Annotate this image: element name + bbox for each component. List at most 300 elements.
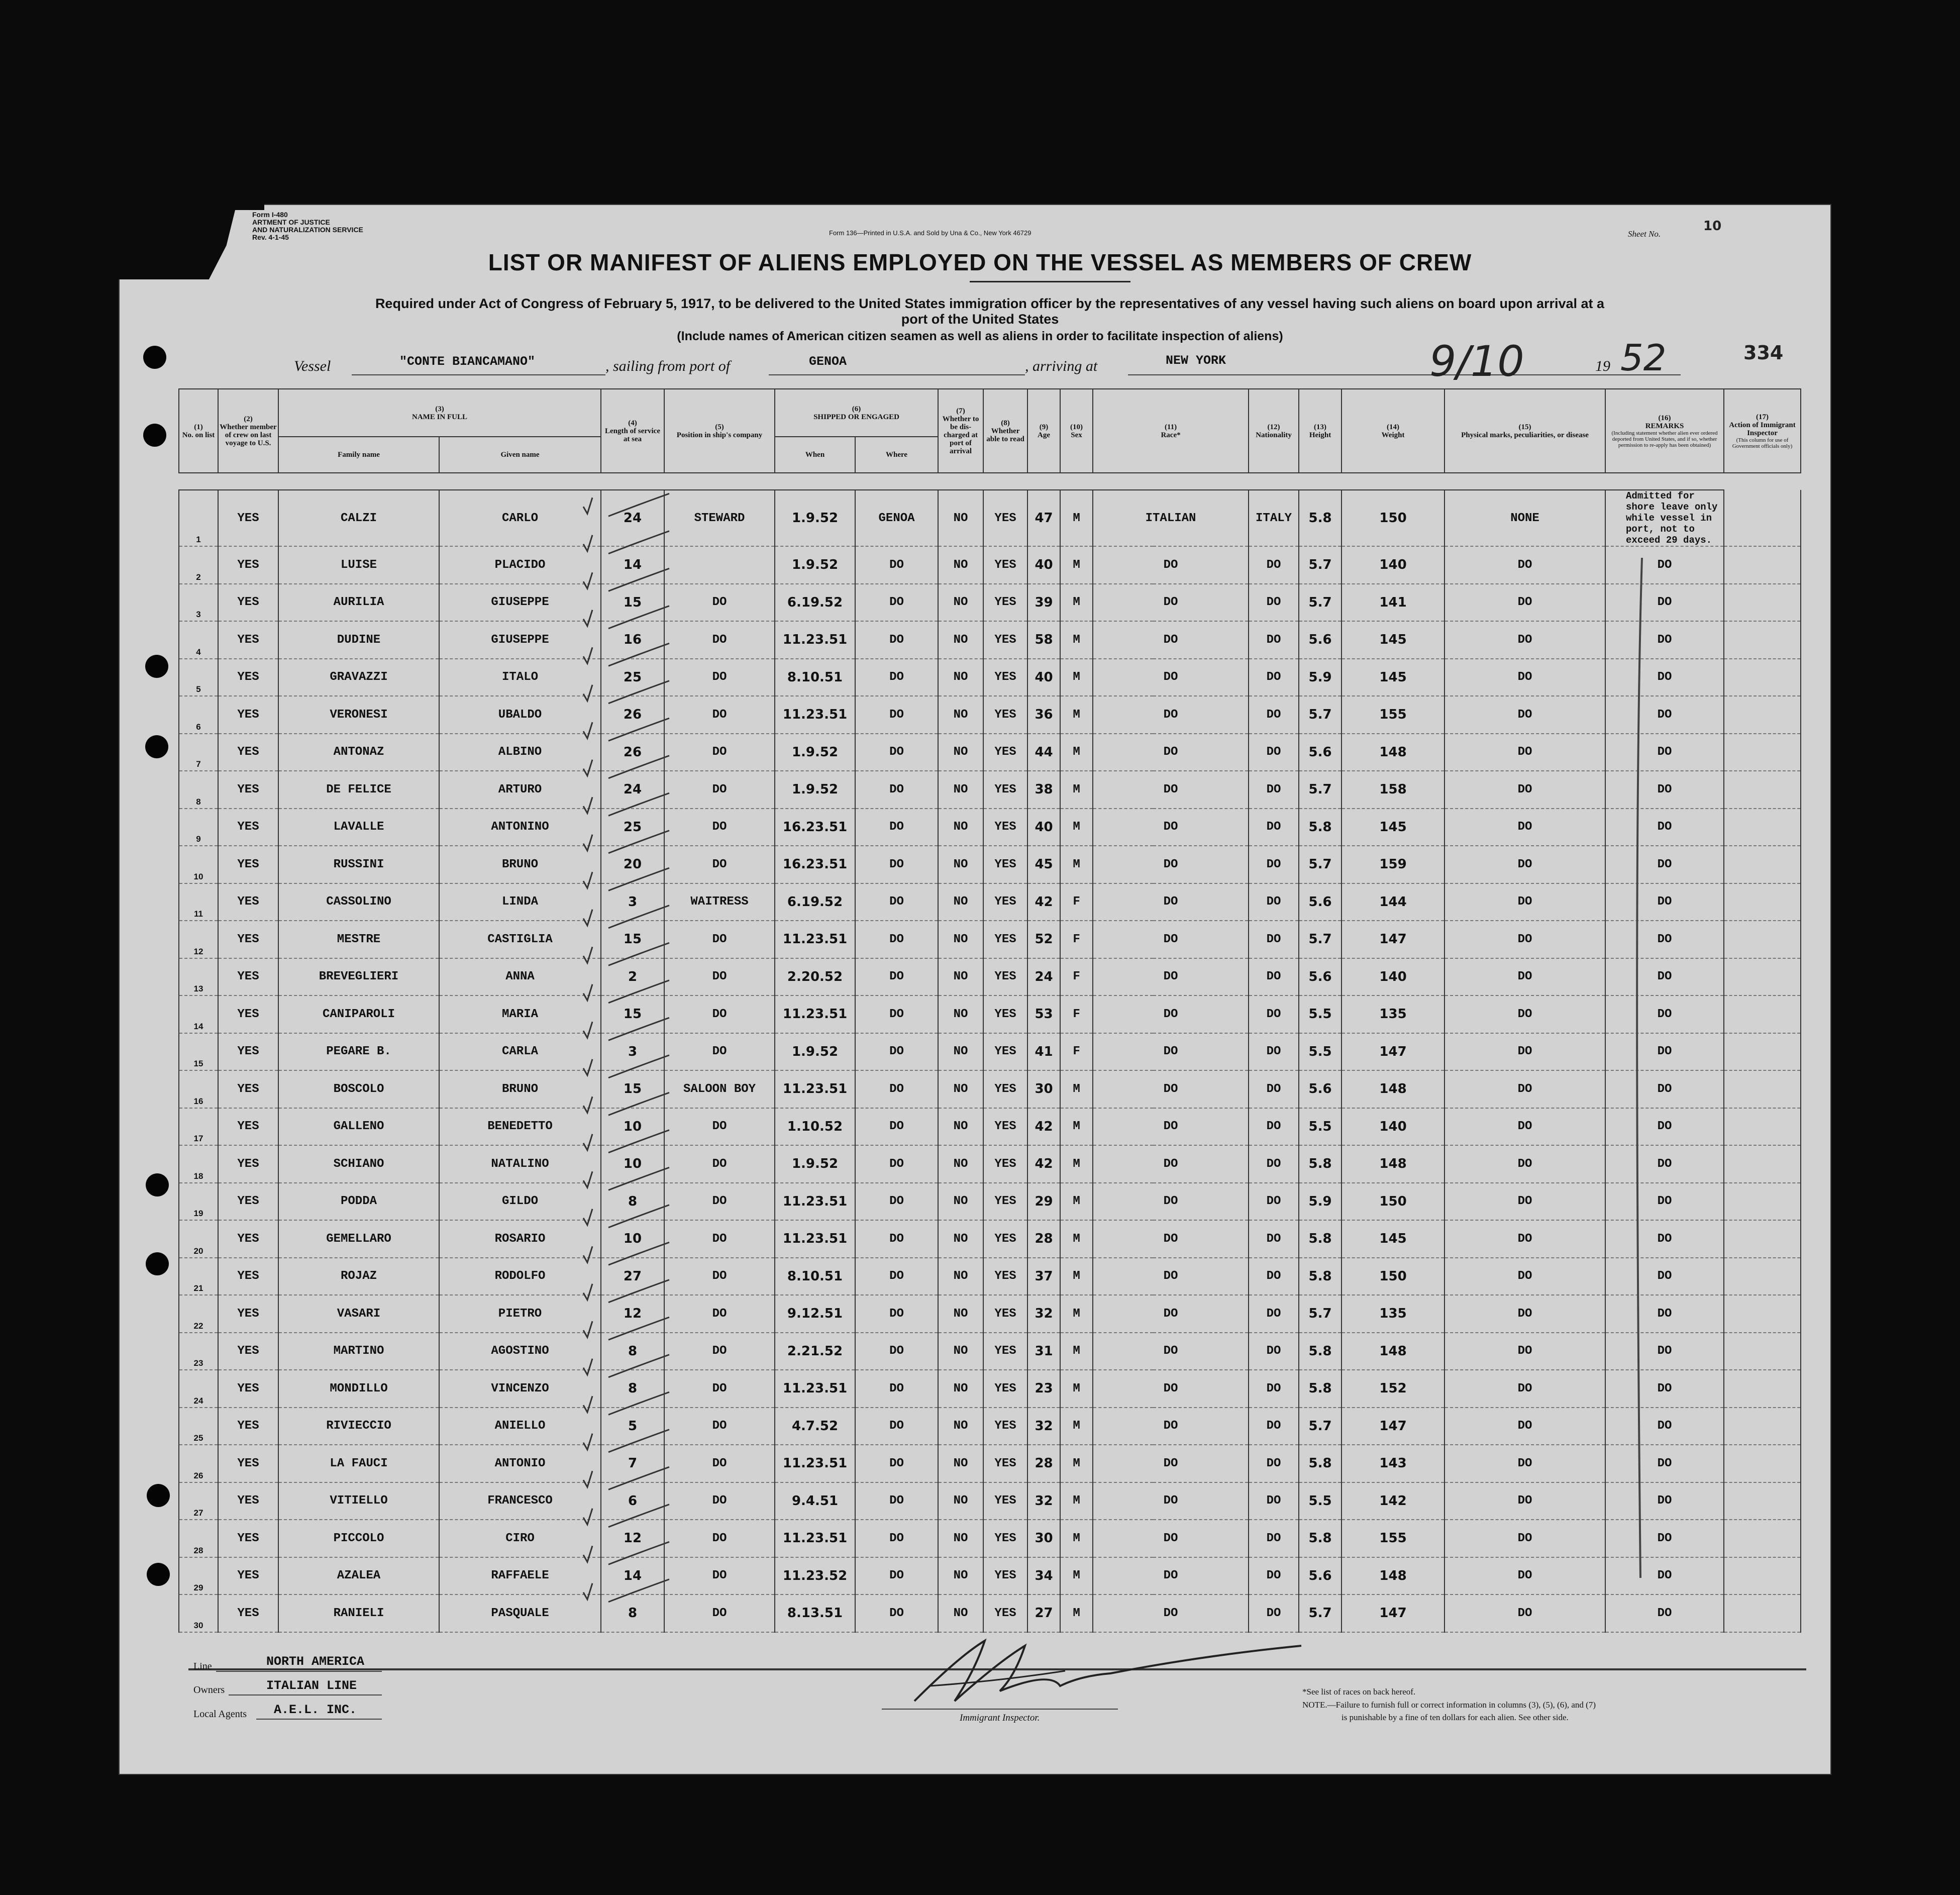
weight-cell: 143	[1342, 1445, 1445, 1482]
sex-cell: M	[1060, 546, 1093, 584]
remarks-cell: DO	[1605, 1108, 1724, 1146]
weight-cell: 145	[1342, 809, 1445, 846]
race-cell: DO	[1093, 1145, 1249, 1183]
row-number-cell: 22	[179, 1295, 218, 1333]
nationality-cell: DO	[1249, 1520, 1299, 1557]
crew-last-voyage-cell: YES	[218, 1220, 278, 1258]
check-mark	[583, 984, 592, 1001]
check-mark	[583, 1396, 592, 1412]
family-name-cell: BREVEGLIERI	[278, 958, 439, 996]
sheet-label: Sheet No.	[1628, 229, 1661, 239]
shipped-when-cell: 11.23.51	[775, 696, 855, 734]
remarks-cell: DO	[1605, 1594, 1724, 1632]
tally-stroke	[608, 1505, 669, 1527]
shipped-where-cell: DO	[855, 995, 938, 1033]
position-cell: SALOON BOY	[664, 1070, 775, 1108]
race-cell: DO	[1093, 809, 1249, 846]
given-name-cell: ROSARIO	[439, 1220, 601, 1258]
check-mark	[583, 1509, 592, 1525]
shipped-when-cell: 1.9.52	[775, 1033, 855, 1071]
remarks-cell: DO	[1605, 1258, 1724, 1295]
printer-line: Form 136—Printed in U.S.A. and Sold by Una & Co., New York 46729	[829, 229, 1031, 237]
weight-cell: 158	[1342, 771, 1445, 809]
tally-stroke	[608, 568, 669, 591]
race-cell: DO	[1093, 1445, 1249, 1482]
able-to-read-cell: YES	[983, 883, 1027, 921]
weight-cell: 144	[1342, 883, 1445, 921]
crew-last-voyage-cell: YES	[218, 809, 278, 846]
shipped-when-cell: 9.12.51	[775, 1295, 855, 1333]
position-cell: DO	[664, 1033, 775, 1071]
sex-cell: M	[1060, 809, 1093, 846]
physical-marks-cell: DO	[1445, 771, 1605, 809]
service-length-cell: 15	[601, 995, 664, 1033]
position-cell: DO	[664, 809, 775, 846]
family-name-cell: MONDILLO	[278, 1370, 439, 1408]
row-number-cell: 13	[179, 958, 218, 996]
service-length-cell: 12	[601, 1520, 664, 1557]
physical-marks-cell: DO	[1445, 1070, 1605, 1108]
weight-cell: 148	[1342, 734, 1445, 771]
race-cell: DO	[1093, 1370, 1249, 1408]
physical-marks-cell: DO	[1445, 1445, 1605, 1482]
shipped-where-cell: DO	[855, 1557, 938, 1595]
physical-marks-cell: DO	[1445, 1220, 1605, 1258]
row-number-cell: 4	[179, 621, 218, 659]
age-cell: 32	[1027, 1295, 1060, 1333]
physical-marks-cell: DO	[1445, 958, 1605, 996]
physical-marks-cell: NONE	[1445, 490, 1605, 546]
able-to-read-cell: YES	[983, 659, 1027, 696]
nationality-cell: DO	[1249, 584, 1299, 622]
row-number-cell: 24	[179, 1370, 218, 1408]
weight-cell: 148	[1342, 1557, 1445, 1595]
remarks-cell: DO	[1605, 958, 1724, 996]
physical-marks-cell: DO	[1445, 1033, 1605, 1071]
tally-stroke	[608, 943, 669, 965]
height-cell: 5.6	[1299, 1557, 1342, 1595]
shipped-where-cell: DO	[855, 1408, 938, 1445]
tally-stroke	[608, 980, 669, 1003]
crew-last-voyage-cell: YES	[218, 1482, 278, 1520]
row-number-cell: 7	[179, 734, 218, 771]
nationality-cell: DO	[1249, 846, 1299, 883]
sex-cell: M	[1060, 1482, 1093, 1520]
check-mark	[583, 1022, 592, 1038]
given-name-cell: ANIELLO	[439, 1408, 601, 1445]
remarks-cell: DO	[1605, 1333, 1724, 1370]
weight-cell: 147	[1342, 1408, 1445, 1445]
shipped-when-cell: 11.23.51	[775, 1520, 855, 1557]
nationality-cell: DO	[1249, 1108, 1299, 1146]
height-cell: 5.6	[1299, 621, 1342, 659]
given-name-cell: GIUSEPPE	[439, 584, 601, 622]
height-cell: 5.5	[1299, 1482, 1342, 1520]
position-cell: DO	[664, 1145, 775, 1183]
age-cell: 37	[1027, 1258, 1060, 1295]
row-number-cell: 8	[179, 771, 218, 809]
shipped-where-cell: DO	[855, 659, 938, 696]
row-number-cell: 6	[179, 696, 218, 734]
sex-cell: M	[1060, 1408, 1093, 1445]
remarks-cell: DO	[1605, 1295, 1724, 1333]
inspector-underline	[882, 1709, 1118, 1710]
row-number-cell: 2	[179, 546, 218, 584]
height-cell: 5.8	[1299, 809, 1342, 846]
nationality-cell: DO	[1249, 1033, 1299, 1071]
sex-cell: M	[1060, 1258, 1093, 1295]
remarks-cell: DO	[1605, 1183, 1724, 1221]
service-length-cell: 25	[601, 809, 664, 846]
line-label: Line	[193, 1661, 212, 1672]
tally-stroke	[608, 831, 669, 853]
able-to-read-cell: YES	[983, 1445, 1027, 1482]
service-length-cell: 10	[601, 1145, 664, 1183]
nationality-cell: DO	[1249, 1333, 1299, 1370]
row-number-cell: 18	[179, 1145, 218, 1183]
crew-last-voyage-cell: YES	[218, 921, 278, 958]
row-number-cell: 27	[179, 1482, 218, 1520]
service-length-cell: 7	[601, 1445, 664, 1482]
given-name-cell: CARLO	[439, 490, 601, 546]
nationality-cell: DO	[1249, 883, 1299, 921]
tally-stroke	[608, 1430, 669, 1452]
discharged-cell: NO	[938, 958, 983, 996]
family-name-cell: LAVALLE	[278, 809, 439, 846]
age-cell: 40	[1027, 659, 1060, 696]
age-cell: 45	[1027, 846, 1060, 883]
height-cell: 5.8	[1299, 1370, 1342, 1408]
remarks-cell: DO	[1605, 1370, 1724, 1408]
given-name-cell: BENEDETTO	[439, 1108, 601, 1146]
able-to-read-cell: YES	[983, 995, 1027, 1033]
physical-marks-cell: DO	[1445, 1520, 1605, 1557]
remarks-cell: DO	[1605, 1070, 1724, 1108]
shipped-when-cell: 11.23.51	[775, 621, 855, 659]
shipped-where-cell: DO	[855, 1033, 938, 1071]
row-number-cell: 11	[179, 883, 218, 921]
tally-stroke	[608, 1055, 669, 1078]
family-name-cell: PODDA	[278, 1183, 439, 1221]
discharged-cell: NO	[938, 696, 983, 734]
row-number-cell: 23	[179, 1333, 218, 1370]
age-cell: 30	[1027, 1070, 1060, 1108]
nationality-cell: DO	[1249, 1295, 1299, 1333]
weight-cell: 140	[1342, 546, 1445, 584]
race-cell: DO	[1093, 1520, 1249, 1557]
family-name-cell: ROJAZ	[278, 1258, 439, 1295]
remarks-cell: DO	[1605, 1557, 1724, 1595]
given-name-cell: VINCENZO	[439, 1370, 601, 1408]
check-mark	[583, 1471, 592, 1487]
age-cell: 28	[1027, 1445, 1060, 1482]
service-length-cell: 14	[601, 546, 664, 584]
remarks-cell: DO	[1605, 883, 1724, 921]
physical-marks-cell: DO	[1445, 1183, 1605, 1221]
height-cell: 5.8	[1299, 490, 1342, 546]
tally-stroke	[608, 1579, 669, 1602]
discharged-cell: NO	[938, 1520, 983, 1557]
physical-marks-cell: DO	[1445, 846, 1605, 883]
able-to-read-cell: YES	[983, 1295, 1027, 1333]
position-cell: DO	[664, 771, 775, 809]
race-cell: DO	[1093, 1594, 1249, 1632]
crew-last-voyage-cell: YES	[218, 696, 278, 734]
row-number-cell: 5	[179, 659, 218, 696]
remarks-cell: DO	[1605, 546, 1724, 584]
check-mark	[583, 535, 592, 551]
race-cell: DO	[1093, 659, 1249, 696]
position-cell: DO	[664, 958, 775, 996]
race-cell: DO	[1093, 1183, 1249, 1221]
agents-label: Local Agents	[193, 1709, 247, 1720]
given-name-cell: ANNA	[439, 958, 601, 996]
remarks-cell: DO	[1605, 846, 1724, 883]
sex-cell: M	[1060, 1220, 1093, 1258]
col-marks-header: (15) Physical marks, peculiarities, or disease	[1445, 389, 1605, 473]
given-name-cell: CARLA	[439, 1033, 601, 1071]
vessel-label: Vessel	[294, 358, 331, 374]
crew-last-voyage-cell: YES	[218, 1108, 278, 1146]
position-cell: DO	[664, 1482, 775, 1520]
subtitle-line-3: (Include names of American citizen seamen as well as aliens in order to facilitate inspection of aliens)	[677, 329, 1283, 343]
height-cell: 5.6	[1299, 883, 1342, 921]
sex-cell: F	[1060, 921, 1093, 958]
crew-last-voyage-cell: YES	[218, 1033, 278, 1071]
age-cell: 58	[1027, 621, 1060, 659]
tally-stroke	[608, 756, 669, 778]
race-cell: DO	[1093, 1557, 1249, 1595]
row-number-cell: 3	[179, 584, 218, 622]
check-mark	[583, 722, 592, 738]
physical-marks-cell: DO	[1445, 621, 1605, 659]
sex-cell: M	[1060, 1295, 1093, 1333]
age-cell: 24	[1027, 958, 1060, 996]
sex-cell: M	[1060, 771, 1093, 809]
tally-stroke	[608, 1092, 669, 1115]
remarks-cell: DO	[1605, 1482, 1724, 1520]
remarks-cell: DO	[1605, 1145, 1724, 1183]
able-to-read-cell: YES	[983, 1033, 1027, 1071]
nationality-cell: DO	[1249, 659, 1299, 696]
tally-stroke	[608, 868, 669, 890]
row-number-cell: 9	[179, 809, 218, 846]
check-mark	[583, 1284, 592, 1300]
able-to-read-cell: YES	[983, 1333, 1027, 1370]
crew-last-voyage-cell: YES	[218, 1557, 278, 1595]
able-to-read-cell: YES	[983, 809, 1027, 846]
height-cell: 5.8	[1299, 1520, 1342, 1557]
service-length-cell: 8	[601, 1183, 664, 1221]
shipped-where-cell: DO	[855, 1445, 938, 1482]
able-to-read-cell: YES	[983, 584, 1027, 622]
check-mark	[583, 1434, 592, 1450]
service-length-cell: 3	[601, 1033, 664, 1071]
sex-cell: M	[1060, 659, 1093, 696]
service-length-cell: 6	[601, 1482, 664, 1520]
shipped-when-cell: 8.13.51	[775, 1594, 855, 1632]
family-name-cell: BOSCOLO	[278, 1070, 439, 1108]
age-cell: 32	[1027, 1482, 1060, 1520]
given-name-cell: ANTONIO	[439, 1445, 601, 1482]
discharged-cell: NO	[938, 809, 983, 846]
physical-marks-cell: DO	[1445, 734, 1605, 771]
shipped-when-cell: 11.23.51	[775, 1370, 855, 1408]
nationality-cell: DO	[1249, 1557, 1299, 1595]
row-number-cell: 14	[179, 995, 218, 1033]
check-mark	[583, 685, 592, 701]
sheet-number: 10	[1703, 219, 1722, 234]
position-cell: DO	[664, 1594, 775, 1632]
family-name-cell: LA FAUCI	[278, 1445, 439, 1482]
height-cell: 5.7	[1299, 696, 1342, 734]
given-name-cell: BRUNO	[439, 846, 601, 883]
tally-stroke	[608, 718, 669, 741]
age-cell: 29	[1027, 1183, 1060, 1221]
age-cell: 27	[1027, 1594, 1060, 1632]
able-to-read-cell: YES	[983, 490, 1027, 546]
given-name-cell: RAFFAELE	[439, 1557, 601, 1595]
nationality-cell: DO	[1249, 1220, 1299, 1258]
race-cell: DO	[1093, 846, 1249, 883]
weight-cell: 147	[1342, 921, 1445, 958]
tally-stroke	[608, 493, 669, 516]
position-cell: STEWARD	[664, 490, 775, 546]
remarks-cell: DO	[1605, 621, 1724, 659]
line-underline	[216, 1671, 382, 1672]
shipped-when-cell: 1.10.52	[775, 1108, 855, 1146]
shipped-when-cell: 9.4.51	[775, 1482, 855, 1520]
discharged-cell: NO	[938, 1594, 983, 1632]
age-cell: 28	[1027, 1220, 1060, 1258]
height-cell: 5.7	[1299, 1594, 1342, 1632]
check-mark	[583, 1359, 592, 1375]
given-name-cell: PASQUALE	[439, 1594, 601, 1632]
able-to-read-cell: YES	[983, 1258, 1027, 1295]
sex-cell: F	[1060, 995, 1093, 1033]
shipped-when-cell: 8.10.51	[775, 1258, 855, 1295]
nationality-cell: ITALY	[1249, 490, 1299, 546]
given-name-cell: UBALDO	[439, 696, 601, 734]
age-cell: 40	[1027, 546, 1060, 584]
sex-cell: F	[1060, 883, 1093, 921]
age-cell: 32	[1027, 1408, 1060, 1445]
family-name-cell: PEGARE B.	[278, 1033, 439, 1071]
sex-cell: F	[1060, 1033, 1093, 1071]
shipped-where-cell: DO	[855, 1520, 938, 1557]
family-name-cell: RIVIECCIO	[278, 1408, 439, 1445]
crew-last-voyage-cell: YES	[218, 883, 278, 921]
vessel-name: "CONTE BIANCAMANO"	[399, 354, 536, 369]
row-number-cell: 26	[179, 1445, 218, 1482]
age-cell: 53	[1027, 995, 1060, 1033]
fine-note: NOTE.—Failure to furnish full or correct information in columns (3), (5), (6), and (7)	[1302, 1700, 1596, 1710]
position-cell: DO	[664, 659, 775, 696]
remarks-cell: DO	[1605, 659, 1724, 696]
remarks-cell: DO	[1605, 921, 1724, 958]
col-name-header: (3) NAME IN FULL	[278, 389, 601, 437]
height-cell: 5.7	[1299, 921, 1342, 958]
sex-cell: M	[1060, 696, 1093, 734]
shipped-where-cell: DO	[855, 1145, 938, 1183]
age-cell: 42	[1027, 883, 1060, 921]
sex-cell: M	[1060, 490, 1093, 546]
race-cell: DO	[1093, 1033, 1249, 1071]
family-name-cell: VERONESI	[278, 696, 439, 734]
weight-cell: 145	[1342, 1220, 1445, 1258]
tally-stroke	[608, 793, 669, 816]
shipped-where-cell: DO	[855, 1295, 938, 1333]
col-action-header: (17) Action of Immigrant Inspector (This column for use of Government officials only)	[1724, 389, 1801, 473]
nationality-cell: DO	[1249, 546, 1299, 584]
row-number-cell: 1	[179, 490, 218, 546]
position-cell: DO	[664, 846, 775, 883]
tally-stroke	[608, 531, 669, 554]
sex-cell: M	[1060, 1594, 1093, 1632]
position-cell: DO	[664, 1520, 775, 1557]
family-name-cell: CASSOLINO	[278, 883, 439, 921]
able-to-read-cell: YES	[983, 921, 1027, 958]
height-cell: 5.8	[1299, 1333, 1342, 1370]
able-to-read-cell: YES	[983, 734, 1027, 771]
tally-stroke	[608, 906, 669, 928]
given-name-cell: ITALO	[439, 659, 601, 696]
discharged-cell: NO	[938, 1557, 983, 1595]
tally-stroke	[608, 1280, 669, 1303]
family-name-cell: SCHIANO	[278, 1145, 439, 1183]
physical-marks-cell: DO	[1445, 995, 1605, 1033]
check-mark	[583, 572, 592, 588]
weight-cell: 155	[1342, 1520, 1445, 1557]
crew-last-voyage-cell: YES	[218, 621, 278, 659]
check-mark	[583, 872, 592, 888]
inspector-label: Immigrant Inspector.	[960, 1713, 1040, 1723]
weight-cell: 148	[1342, 1145, 1445, 1183]
service-length-cell: 20	[601, 846, 664, 883]
tally-stroke	[608, 1130, 669, 1153]
position-cell: DO	[664, 1408, 775, 1445]
shipped-where-cell: DO	[855, 1258, 938, 1295]
shipped-where-cell: DO	[855, 584, 938, 622]
given-name-cell: NATALINO	[439, 1145, 601, 1183]
race-cell: DO	[1093, 696, 1249, 734]
height-cell: 5.8	[1299, 1220, 1342, 1258]
col-length-header: (4) Length of service at sea	[601, 389, 664, 473]
weight-cell: 150	[1342, 1258, 1445, 1295]
family-name-cell: AZALEA	[278, 1557, 439, 1595]
subtitle-line-2: port of the United States	[901, 312, 1059, 327]
able-to-read-cell: YES	[983, 621, 1027, 659]
tally-stroke	[608, 1242, 669, 1265]
position-cell: DO	[664, 1295, 775, 1333]
remarks-cell: DO	[1605, 1408, 1724, 1445]
departure-port: GENOA	[809, 354, 847, 369]
given-name-cell: CASTIGLIA	[439, 921, 601, 958]
row-number-cell: 20	[179, 1220, 218, 1258]
col-when-header: When	[775, 437, 855, 473]
remarks-cell: DO	[1605, 1445, 1724, 1482]
shipped-when-cell: 6.19.52	[775, 584, 855, 622]
nationality-cell: DO	[1249, 1408, 1299, 1445]
remarks-cell: Admitted for shore leave only while vessel in port, not to exceed 29 days.	[1605, 490, 1724, 546]
given-name-cell: ANTONINO	[439, 809, 601, 846]
nationality-cell: DO	[1249, 995, 1299, 1033]
page-number: 334	[1743, 342, 1784, 364]
able-to-read-cell: YES	[983, 1520, 1027, 1557]
service-length-cell: 8	[601, 1594, 664, 1632]
age-cell: 41	[1027, 1033, 1060, 1071]
discharged-cell: NO	[938, 1482, 983, 1520]
